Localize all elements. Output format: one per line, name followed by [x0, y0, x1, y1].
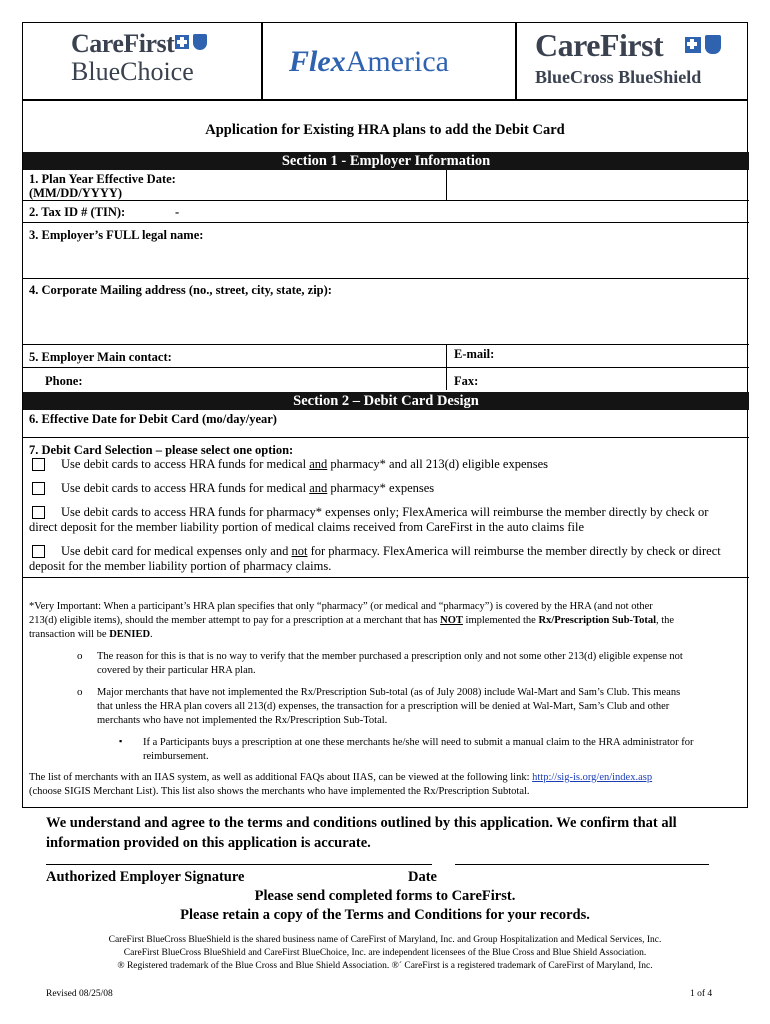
- carefirst-bluechoice-logo: [22, 22, 262, 100]
- option-1-label: Use debit cards to access HRA funds for medical and pharmacy* and all 213(d) eligible expenses: [61, 457, 549, 471]
- debit-card-effective-date-label: 6. Effective Date for Debit Card (mo/day/year): [29, 412, 277, 426]
- option-4-label-line2: deposit for the member liability portion of pharmacy claims.: [29, 559, 332, 573]
- mailing-address-label: 4. Corporate Mailing address (no., street, city, state, zip):: [29, 283, 332, 297]
- sub-point-1-line2: covered by their particular HRA plan.: [97, 665, 256, 676]
- fax-field[interactable]: [487, 369, 743, 389]
- flexamerica-logo: [262, 22, 516, 100]
- date-label: Date: [408, 869, 437, 885]
- option-2-label: Use debit cards to access HRA funds for medical and pharmacy* expenses: [61, 481, 435, 495]
- sigis-link[interactable]: http://sig-is.org/en/index.asp: [532, 772, 653, 783]
- signature-line[interactable]: [46, 864, 432, 865]
- important-note-line2: 213(d) eligible items), should the member attempt to pay for a prescription at a merchant that has NOT implemented the Rx/Prescription Sub-Total, the: [29, 615, 675, 626]
- logo-bluechoice-text: BlueChoice: [71, 57, 194, 86]
- plan-year-date-field[interactable]: [447, 170, 747, 200]
- email-label: E-mail:: [454, 347, 495, 361]
- page-number: 1 of 4: [690, 989, 713, 999]
- option-3-label-line2: direct deposit for the member liability portion of medical claims received from CareFirst in the auto claims file: [29, 520, 585, 534]
- option-1-checkbox[interactable]: [32, 458, 45, 471]
- blue-shield-icon: [193, 34, 207, 50]
- sub-point-2-line2: that unless the HRA plan covers all 213(d) expenses, the transaction for a prescription will be denied at Wal-Mart, Sam’s Club and other: [97, 701, 670, 712]
- fax-label: Fax:: [454, 374, 479, 388]
- tax-id-label: 2. Tax ID # (TIN):: [29, 205, 126, 219]
- revised-date: Revised 08/25/08: [46, 989, 113, 999]
- blue-shield-icon: [705, 35, 721, 54]
- option-3-label-line1: Use debit cards to access HRA funds for pharmacy* expenses only; FlexAmerica will reimburse the member directly by check or: [61, 505, 709, 519]
- employer-legal-name-label: 3. Employer’s FULL legal name:: [29, 228, 204, 242]
- sub-bullet-1: o: [77, 650, 83, 662]
- plan-year-effective-date-label: 1. Plan Year Effective Date:: [29, 172, 176, 186]
- phone-field[interactable]: [93, 369, 433, 389]
- sub-bullet-2: o: [77, 686, 83, 698]
- legal-line-1: CareFirst BlueCross BlueShield is the shared business name of CareFirst of Maryland, Inc. and Group Hospitalization and Medical Services, Inc.: [108, 935, 662, 945]
- logo-carefirst-text: CareFirst: [71, 29, 175, 58]
- sub-point-3-line1: If a Participants buys a prescription at one these merchants he/she will need to submit a manual claim to the HRA administrator for: [143, 737, 694, 748]
- tax-id-field[interactable]: [138, 202, 738, 220]
- sub-point-3-line2: reimbursement.: [143, 751, 209, 762]
- form-title: Application for Existing HRA plans to add the Debit Card: [205, 122, 565, 138]
- important-note-line3: transaction will be DENIED.: [29, 629, 153, 640]
- legal-line-2: CareFirst BlueCross BlueShield and CareFirst BlueChoice, Inc. are independent licensees of the Blue Cross and Blue Shield Association.: [123, 948, 647, 958]
- sub-bullet-3: ▪: [119, 736, 123, 746]
- signature-label: Authorized Employer Signature: [46, 869, 245, 885]
- blue-cross-icon: [175, 35, 189, 49]
- phone-label: Phone:: [45, 374, 83, 388]
- application-form: [22, 100, 748, 808]
- important-note-line1: *Very Important: When a participant’s HRA plan specifies that only “pharmacy” (or medical and “pharmacy”) is covered by the HRA (and not other: [29, 601, 653, 612]
- employer-legal-name-field[interactable]: [27, 244, 745, 276]
- legal-line-3: ® Registered trademark of the Blue Cross and Blue Shield Association. ®´ CareFirst is a registered trademark of CareFirst of Maryland, Inc.: [117, 961, 653, 971]
- sub-point-2-line1: Major merchants that have not implemented the Rx/Prescription Sub-total (as of July 2008) include Wal-Mart and Sam’s Club. This means: [97, 687, 681, 698]
- blue-cross-icon: [685, 37, 701, 53]
- logo-bcbs-text: BlueCross BlueShield: [535, 67, 702, 87]
- logo-flex-text: Flex: [289, 45, 346, 78]
- tax-id-dash: -: [175, 205, 180, 219]
- email-field[interactable]: [503, 345, 743, 365]
- option-4-checkbox[interactable]: [32, 545, 45, 558]
- mailing-address-field[interactable]: [27, 299, 745, 341]
- option-3-checkbox[interactable]: [32, 506, 45, 519]
- send-instruction: Please send completed forms to CareFirst.: [254, 888, 516, 904]
- carefirst-bcbs-logo: [516, 22, 748, 100]
- sub-point-2-line3: merchants who have not implemented the Rx/Prescription Sub-Total.: [97, 715, 388, 726]
- iias-note-line1: The list of merchants with an IIAS system, as well as additional FAQs about IIAS, can be viewed at the following link: http://sig-is.org/en/index.asp: [29, 772, 653, 783]
- option-4-label: Use debit card for medical expenses only and not for pharmacy. FlexAmerica will reimburse the member directly by check or direct: [61, 544, 721, 558]
- iias-note-line2: (choose SIGIS Merchant List). This list also shows the merchants who have implemented the Rx/Prescription Subtotal.: [29, 786, 530, 797]
- date-format-label: (MM/DD/YYYY): [29, 186, 123, 200]
- option-2-checkbox[interactable]: [32, 482, 45, 495]
- agreement-statement: We understand and agree to the terms and conditions outlined by this application. We confirm that all information provided on this application is accurate.: [46, 815, 677, 851]
- logo-carefirst-text: CareFirst: [535, 27, 664, 63]
- retain-instruction: Please retain a copy of the Terms and Conditions for your records.: [180, 907, 590, 923]
- employer-main-contact-label: 5. Employer Main contact:: [29, 350, 172, 364]
- debit-card-selection-label: 7. Debit Card Selection – please select one option:: [29, 443, 294, 457]
- debit-card-effective-date-field[interactable]: [27, 427, 745, 437]
- date-line[interactable]: [455, 864, 709, 865]
- logo-america-text: America: [345, 45, 449, 78]
- section-2-header: Section 2 – Debit Card Design: [23, 392, 749, 410]
- sub-point-1-line1: The reason for this is that is no way to verify that the member purchased a prescription only and not some other 213(d) eligible expense not: [97, 651, 683, 662]
- section-1-header: Section 1 - Employer Information: [23, 152, 749, 170]
